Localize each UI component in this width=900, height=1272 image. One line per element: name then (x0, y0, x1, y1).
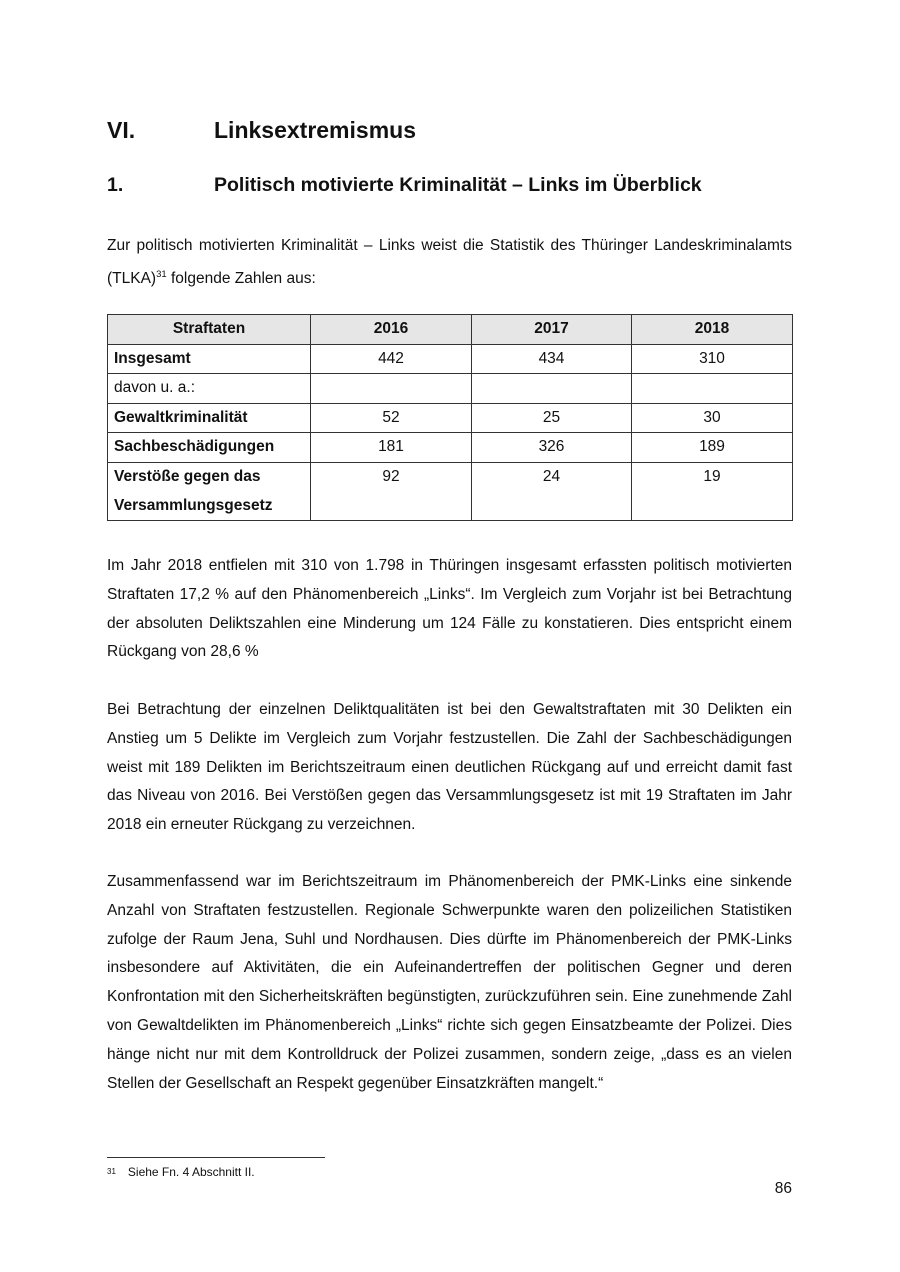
footnote-divider (107, 1157, 325, 1158)
intro-text-end: folgende Zahlen aus: (166, 269, 316, 287)
cell-2017: 25 (472, 403, 632, 433)
footnote-reference[interactable]: 31 (156, 268, 167, 280)
cell-2016: 442 (311, 344, 472, 374)
chapter-heading (107, 114, 416, 146)
header-2018: 2018 (632, 315, 793, 345)
footnote-number: 31 (107, 1167, 116, 1176)
statistics-table (107, 314, 793, 521)
cell-2018: 30 (632, 403, 793, 433)
cell-2018: 310 (632, 344, 793, 374)
cell-2017: 24 (472, 462, 632, 520)
body-paragraph: Zusammenfassend war im Berichtszeitraum im Phänomenbereich der PMK-Links eine sinkende Anzahl von Straftaten festzustellen. Regionale Schwerpunkte waren den polizeilichen Statistiken zufolge der Raum Jena, Suhl und Nordhausen. Dies dürfte im Phänomenbereich der PMK-Links insbesondere auf Aktivitäten, die ein Aufeinandertreffen der politischen Gegner und deren Konfrontation mit den Sicherheitskräften begünstigten, zurückzuführen sein. Eine zunehmende Zahl von Gewaltdelikten im Phänomenbereich „Links“ richte sich gegen Einsatzbeamte der Polizei. Dies hänge nicht nur mit dem Kontrolldruck der Polizei zusammen, sondern zeige, „dass es an vielen Stellen der Gesellschaft an Respekt gegenüber Einsatzkräften mangelt.“ (107, 873, 792, 1092)
footnote-text: Siehe Fn. 4 Abschnitt II. (127, 1165, 255, 1179)
cell-2017: 434 (472, 344, 632, 374)
cell-2016: 181 (311, 433, 472, 463)
row-label: davon u. a.: (108, 374, 311, 404)
row-label-line1: Verstöße gegen das (114, 467, 261, 485)
row-label: Sachbeschädigungen (108, 433, 311, 463)
row-label (108, 462, 311, 520)
table-row (108, 433, 793, 463)
header-2016: 2016 (311, 315, 472, 345)
cell-2018 (632, 374, 793, 404)
footnote (107, 1164, 255, 1180)
row-label: Gewaltkriminalität (108, 403, 311, 433)
cell-2016 (311, 374, 472, 404)
table-row (108, 344, 793, 374)
table-row (108, 374, 793, 404)
cell-2016: 52 (311, 403, 472, 433)
chapter-number: VI. (107, 117, 136, 143)
body-paragraph: Bei Betrachtung der einzelnen Deliktqualitäten ist bei den Gewaltstraftaten mit 30 Delikten ein Anstieg um 5 Delikte im Vergleich zum Vorjahr festzustellen. Die Zahl der Sachbeschädigungen weist mit 189 Delikten im Berichtszeitraum einen deutlichen Rückgang auf und erreicht damit fast das Niveau von 2016. Bei Verstößen gegen das Versammlungsgesetz ist mit 19 Straftaten im Jahr 2018 ein erneuter Rückgang zu verzeichnen. (107, 701, 792, 834)
cell-2018: 189 (632, 433, 793, 463)
cell-2016: 92 (311, 462, 472, 520)
intro-text: Zur politisch motivierten Kriminalität – Links weist die Statistik des Thüringer Landeskriminalamts (TLKA) (107, 237, 792, 287)
header-2017: 2017 (472, 315, 632, 345)
body-paragraph: Im Jahr 2018 entfielen mit 310 von 1.798 in Thüringen insgesamt erfassten politisch motivierten Straftaten 17,2 % auf den Phänomenbereich „Links“. Im Vergleich zum Vorjahr ist bei Betrachtung der absoluten Deliktszahlen eine Minderung um 124 Fälle zu konstatieren. Dies entspricht einem Rückgang von 28,6 % (107, 557, 792, 661)
section-number: 1. (107, 174, 124, 196)
header-straftaten: Straftaten (108, 315, 311, 345)
chapter-title: Linksextremismus (214, 117, 416, 143)
section-heading (107, 170, 702, 200)
table-header-row (108, 315, 793, 345)
row-label-line2: Versammlungsgesetz (114, 496, 273, 514)
cell-2018: 19 (632, 462, 793, 520)
intro-paragraph (107, 232, 792, 294)
section-title: Politisch motivierte Kriminalität – Links im Überblick (214, 174, 702, 196)
cell-2017 (472, 374, 632, 404)
table-row (108, 462, 793, 520)
table-row (108, 403, 793, 433)
row-label: Insgesamt (108, 344, 311, 374)
page-number: 86 (774, 1180, 792, 1197)
cell-2017: 326 (472, 433, 632, 463)
